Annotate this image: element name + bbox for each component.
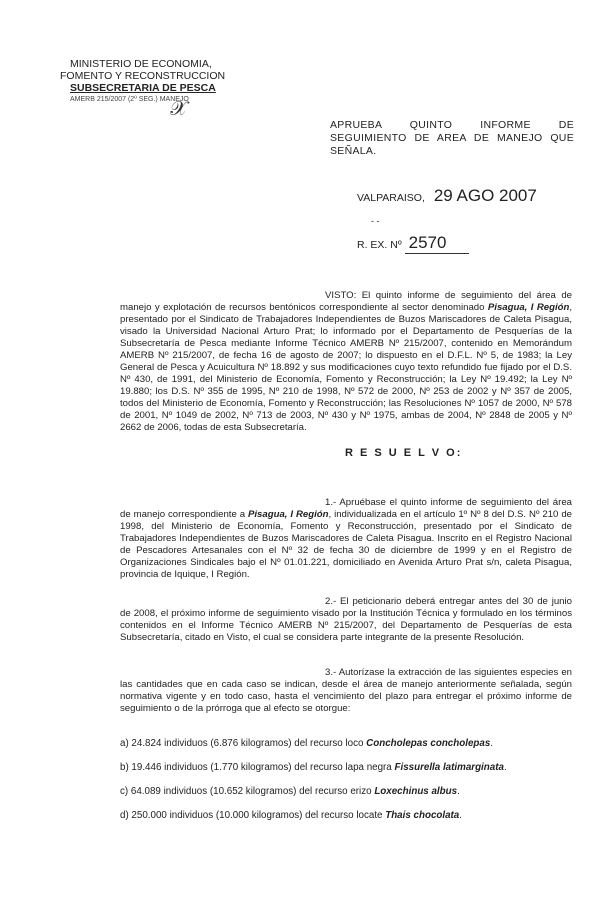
art1-text-1: 1.- Apruébase el quinto informe de seguimiento del área de manejo correspondiente a — [120, 497, 572, 520]
list-item: b) 19.446 individuos (1.770 kilogramos) del recurso lapa negra Fissurella latimarginata. — [120, 762, 507, 773]
visto-label: VISTO: — [325, 290, 357, 301]
article-1 — [120, 497, 572, 581]
visto-text-1: El quinto informe de seguimiento del área de manejo y explotación de recursos bentónicos correspondiente al sector denominado — [120, 290, 572, 313]
art1-text-2: , individualizada en el artículo 1º Nº 8 del D.S. Nº 210 de 1998, del Ministerio de Economía, Fomento y Reconstrucción, presentado por el Sindicato de Trabajadores Independientes de Buzos Mariscadores de Caleta Pisagua. Inscrito en el Registro Nacional de Pescadores Artesanales con el Nº 32 de fecha 30 de diciembre de 1999 y en el Registro de Organizaciones Sindicales bajo el Nº 01.01.221, domiciliado en Avenida Arturo Prat s/n, caleta Pisagua, provincia de Iquique, I Región. — [120, 509, 572, 580]
species-name: Concholepas concholepas — [366, 738, 491, 749]
visto-text-2: , presentado por el Sindicato de Trabajadores Independientes de Buzos Mariscadores de Caleta Pisagua, visado la Universidad Nacional Arturo Prat; lo informado por el Departamento de Pesquerías de la Subsecretaría de Pesca mediante Informe Técnico AMERB Nº 215/2007, contenido en Memorándum AMERB Nº 215/2007, de fecha 16 de agosto de 2007; lo dispuesto en el D.F.L. Nº 5, de 1983; la Ley General de Pesca y Acuicultura Nº 18.892 y sus modificaciones cuyo texto refundido fue fijado por el D.S. Nº 430, de 1991, del Ministerio de Economía, Fomento y Reconstrucción; la Ley Nº 19.492; la Ley Nº 19.880; los D.S. Nº 355 de 1995, Nº 210 de 1998, Nº 572 de 2000, Nº 253 de 2002 y Nº 357 de 2005, todos del Ministerio de Economía, Fomento y Reconstrucción; las Resoluciones Nº 1057 de 2000, Nº 578 de 2001, Nº 1049 de 2002, Nº 713 de 2003, Nº 430 y Nº 1975, ambas de 2004, Nº 2848 de 2005 y Nº 2662 de 2006, todas de esta Subsecretaría. — [120, 302, 573, 433]
signature-mark-icon: 𝒳 — [170, 98, 188, 120]
rex-line — [357, 233, 469, 254]
visto-sector: Pisagua, I Región — [487, 302, 570, 313]
rex-number: 2570 — [405, 233, 469, 254]
species-name: Thais chocolata — [385, 810, 460, 821]
list-item: c) 64.089 individuos (10.652 kilogramos) del recurso erizo Loxechinus albus. — [120, 786, 460, 797]
dash-mark-icon: - - — [371, 216, 380, 226]
list-item: d) 250.000 individuos (10.000 kilogramos) del recurso locate Thais chocolata. — [120, 810, 462, 821]
art1-sector: Pisagua, I Región — [247, 509, 329, 520]
resolution-subject: APRUEBA QUINTO INFORME DE SEGUIMIENTO DE AREA DE MANEJO QUE SEÑALA. — [330, 119, 574, 157]
date-stamp: 29 AGO 2007 — [433, 186, 537, 205]
list-item: a) 24.824 individuos (6.876 kilogramos) del recurso loco Concholepas concholepas. — [120, 738, 494, 749]
visto-indent — [120, 290, 325, 301]
place-label: VALPARAISO, — [357, 192, 425, 204]
species-name: Fissurella latimarginata — [394, 762, 504, 773]
date-line — [357, 186, 537, 206]
reference-line: AMERB 215/2007 (2º SEG.) MANEJO — [70, 96, 189, 103]
article-3 — [120, 667, 572, 715]
art2-text: 2.- El peticionario deberá entregar antes del 30 de junio de 2008, el próximo informe de seguimiento visado por la Institución Técnica y formulado en los términos contenidos en el Informe Técnico AMERB Nº 215/2007, del Departamento de Pesquerías de esta Subsecretaría, citado en Visto, el cual se considera parte integrante de la presente Resolución. — [120, 596, 572, 643]
rex-label: R. EX. Nº — [357, 239, 402, 251]
art3-indent — [120, 667, 325, 678]
art2-indent — [120, 596, 325, 607]
letterhead — [60, 58, 225, 106]
species-name: Loxechinus albus — [374, 786, 458, 797]
art1-indent — [120, 497, 325, 508]
ministry-line-2: FOMENTO Y RECONSTRUCCION — [60, 70, 226, 82]
art3-text: 3.- Autorízase la extracción de las siguientes especies en las cantidades que en cada caso se indican, desde el área de manejo anteriormente señalada, según normativa vigente y en todo caso, hasta el vencimiento del plazo para entregar el próximo informe de seguimiento o de la prórroga que al efecto se otorgue: — [120, 667, 572, 714]
resuelvo-heading: R E S U E L V O: — [345, 447, 463, 459]
ministry-line-1: MINISTERIO DE ECONOMIA, — [70, 58, 212, 70]
article-2 — [120, 596, 572, 644]
subsecretaria-line: SUBSECRETARIA DE PESCA — [70, 82, 216, 94]
visto-paragraph — [120, 290, 572, 434]
